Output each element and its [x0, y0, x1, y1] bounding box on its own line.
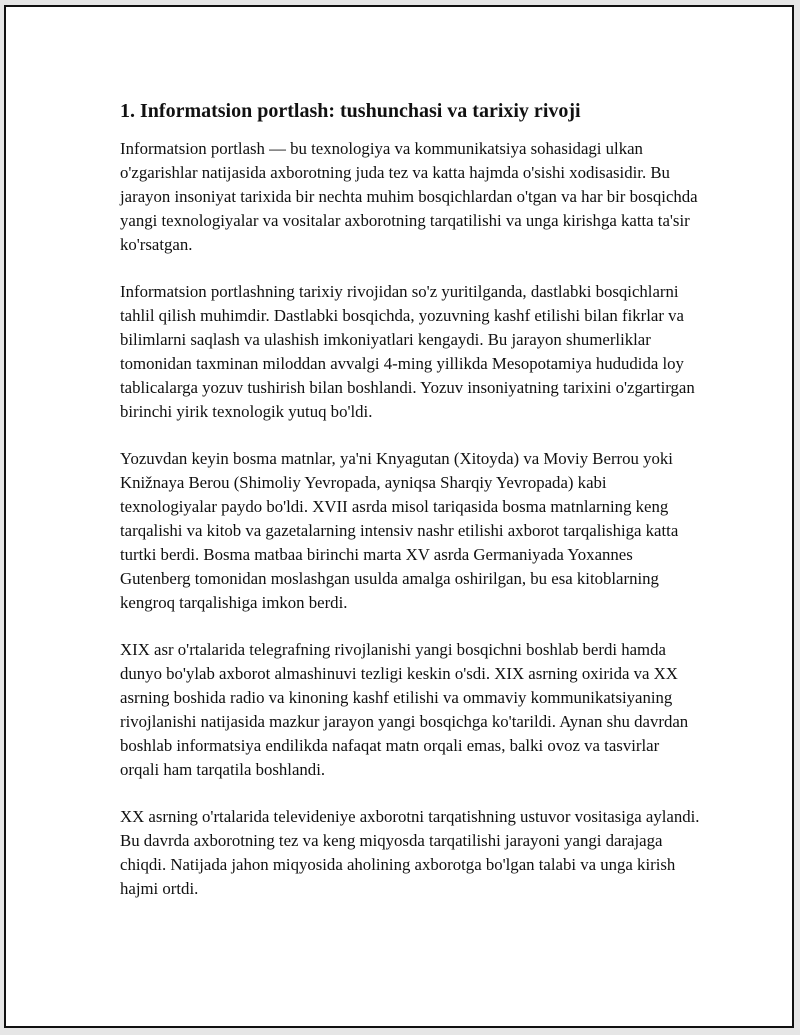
paragraph-5: XX asrning o'rtalarida televideniye axborotni tarqatishning ustuvor vositasiga aylandi. Bu davrda axborotning tez va keng miqyosda tarqatilishi jarayoni yangi darajaga chiqdi. Natijada jahon miqyosida aholining axborotga bo'lgan talabi va unga kirish hajmi ortdi. [120, 807, 700, 898]
paragraph-1: Informatsion portlash — bu texnologiya va kommunikatsiya sohasidagi ulkan o'zgarishlar natijasida axborotning juda tez va katta hajmda o'sishi xodisasidir. Bu jarayon insoniyat tarixida bir nechta muhim bosqichlardan o'tgan va har bir bosqichda yangi texnologiyalar va vositalar axborotning tarqatilishi va unga kirishga katta ta'sir ko'rsatgan. [120, 139, 698, 254]
section-title: 1. Informatsion portlash: tushunchasi va tarixiy rivoji [120, 100, 581, 122]
document-content [120, 97, 700, 924]
paragraph-3: Yozuvdan keyin bosma matnlar, ya'ni Knyagutan (Xitoyda) va Moviy Berrou yoki Knižnaya Berou (Shimoliy Yevropada, ayniqsa Sharqiy Yevropada) kabi texnologiyalar paydo bo'ldi. XVII asrda misol tariqasida bosma matnlarning keng tarqalishi va kitob va gazetalarning intensiv nashr etilishi axborot tarqalishiga katta turtki berdi. Bosma matbaa birinchi marta XV asrda Germaniyada Yoxannes Gutenberg tomonidan moslashgan usulda amalga oshirilgan, bu esa kitoblarning kengroq tarqalishiga imkon berdi. [120, 449, 679, 612]
paragraph-2: Informatsion portlashning tarixiy rivojidan so'z yuritilganda, dastlabki bosqichlarni tahlil qilish muhimdir. Dastlabki bosqichda, yozuvning kashf etilishi bilan fikrlar va bilimlarni saqlash va ulashish imkoniyatlari kengaydi. Bu jarayon shumerliklar tomonidan taxminan miloddan avvalgi 4-ming yillikda Mesopotamiya hududida loy tablicalarga yozuv tushirish bilan boshlandi. Yozuv insoniyatning tarixini o'zgartirgan birinchi yirik texnologik yutuq bo'ldi. [120, 282, 695, 421]
paragraph-4: XIX asr o'rtalarida telegrafning rivojlanishi yangi bosqichni boshlab berdi hamda dunyo bo'ylab axborot almashinuvi tezligi keskin o'sdi. XIX asrning oxirida va XX asrning boshida radio va kinoning kashf etilishi va ommaviy kommunikatsiyaning rivojlanishi natijasida mazkur jarayon yangi bosqichga ko'tarildi. Aynan shu davrdan boshlab informatsiya endilikda nafaqat matn orqali emas, balki ovoz va tasvirlar orqali ham tarqatila boshlandi. [120, 640, 689, 779]
document-page [4, 5, 794, 1028]
